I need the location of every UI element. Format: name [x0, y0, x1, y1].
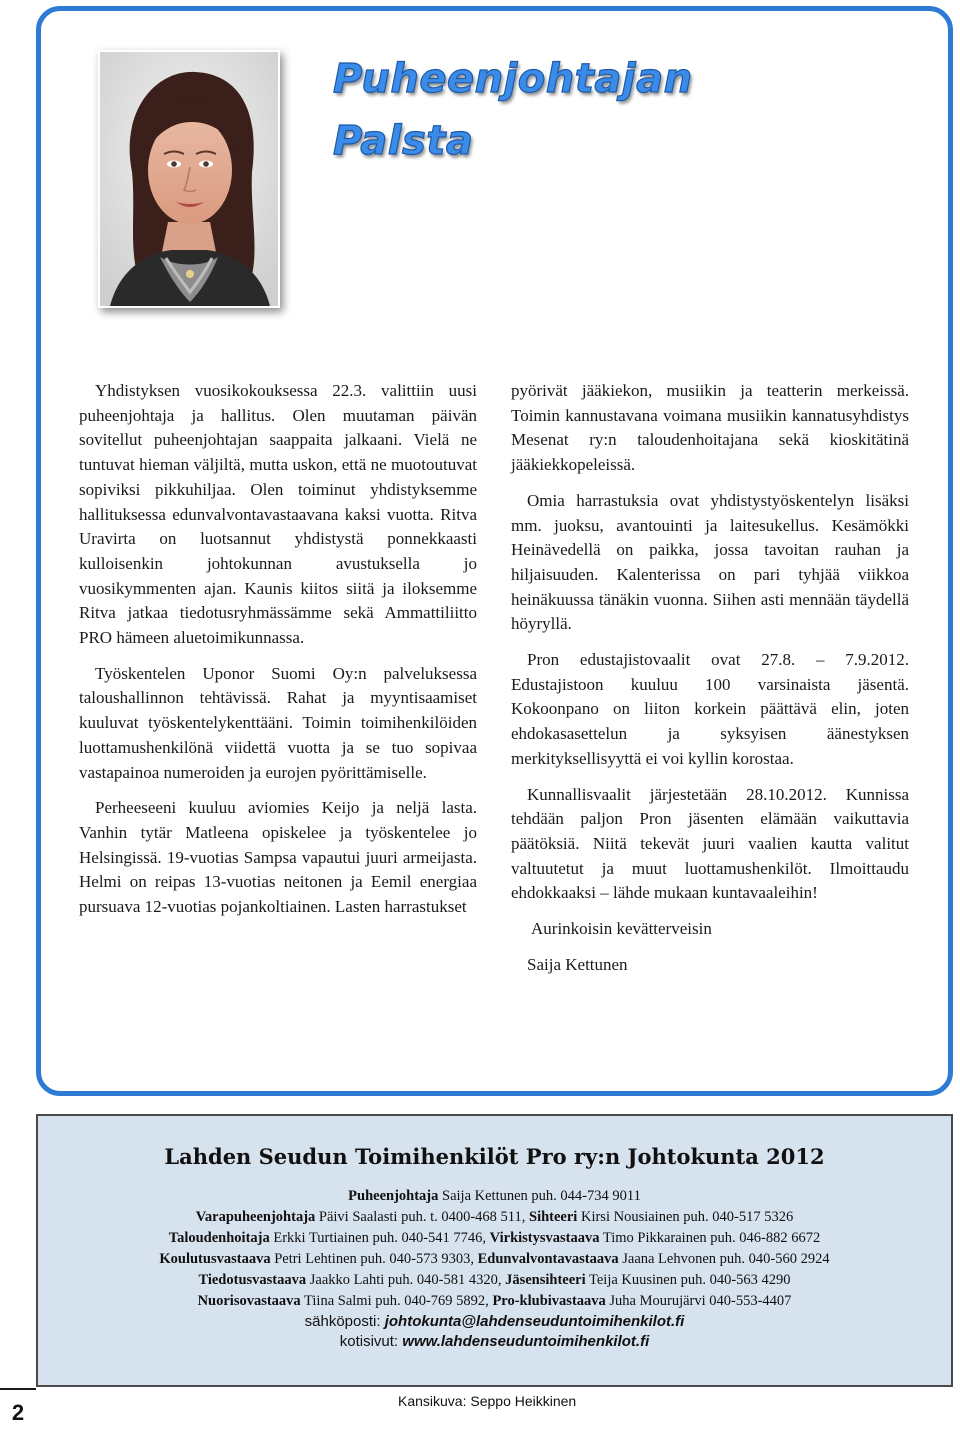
article-paragraph: Pron edustajistovaalit ovat 27.8. – 7.9.2012. Edustajistoon kuuluu 100 varsinaista jäsentä. Kokoonpano on liiton korkein päättävä elin, joten ehdokasasettelun ja syksyisen äänestyksen merkityksellisyyttä ei voi kyllin korostaa.	[511, 650, 909, 768]
board-role: Varapuheenjohtaja	[195, 1209, 316, 1225]
cover-credit: Kansikuva: Seppo Heikkinen	[398, 1393, 577, 1409]
web-label: kotisivut:	[339, 1333, 403, 1350]
title-line-1: Puheenjohtajan	[333, 56, 693, 102]
board-role: Edunvalvontavastaava	[477, 1251, 619, 1267]
board-role: Nuorisovastaava	[197, 1293, 301, 1309]
column-title	[333, 48, 733, 172]
email-link[interactable]: johtokunta@lahdenseuduntoimihenkilot.fi	[384, 1313, 685, 1330]
article-column-left	[79, 379, 477, 931]
board-contact: Petri Lehtinen puh. 040-573 9303,	[270, 1251, 478, 1267]
board-line	[38, 1270, 951, 1291]
board-contact: Kirsi Nousiainen puh. 040-517 5326	[577, 1209, 794, 1225]
article-paragraph: Omia harrastuksia ovat yhdistystyöskentelyn lisäksi mm. juoksu, avantouinti ja laitesukellus. Kesämökki Heinävedellä on paikka, jossa tavoitan rauhan ja hiljaisuuden. Kalenterissa on pari tyhjää viikkoa heinäkuussa tänäkin vuonna. Siihen asti mennään täydellä höyryllä.	[511, 490, 909, 634]
board-contact: Juha Mourujärvi 040-553-4407	[605, 1293, 792, 1309]
article-paragraph: Työskentelen Uponor Suomi Oy:n palveluksessa taloushallinnon tehtävissä. Rahat ja myyntisaamiset kuuluvat työskentelykenttääni. Toimin toimihenkilöiden luottamushenkilönä viidettä vuotta ja se tuo sopivaa vastapainoa numeroiden ja eurojen pyörittämiselle.	[79, 663, 477, 782]
page-number: 2	[0, 1388, 36, 1434]
greeting: Aurinkoisin kevätterveisin	[531, 919, 712, 939]
board-role: Pro-klubivastaava	[492, 1293, 606, 1309]
board-role: Koulutusvastaava	[159, 1251, 271, 1267]
board-role: Virkistysvastaava	[489, 1230, 600, 1246]
board-contact: Teija Kuusinen puh. 040-563 4290	[585, 1272, 791, 1288]
article-paragraph: Yhdistyksen vuosikokouksessa 22.3. valittiin uusi puheenjohtaja ja hallitus. Olen muutaman päivän sovitellut puheenjohtajan saappaita jalkaani. Vielä ne tuntuvat hieman väljiltä, mutta uskon, että ne muotoutuvat sopiviksi pikkuhiljaa. Olen toiminut yhdistyksemme hallituksessa edunvalvontavastaavana kaksi vuotta. Ritva Uravirta on luotsannut yhdistystä ponnekkaasti kulloisenkin johtokunnan avustuksella jo vuosikymmenten ajan. Kaunis kiitos siitä ja iloksemme Ritva jatkaa tiedotusryhmässämme sekä Ammattiliitto PRO hämeen aluetoimikunnassa.	[79, 381, 477, 648]
board-contact: Erkki Turtiainen puh. 040-541 7746,	[269, 1230, 490, 1246]
board-contact: Jaana Lehvonen puh. 040-560 2924	[618, 1251, 830, 1267]
author-photo	[98, 50, 280, 308]
portrait-image	[100, 52, 278, 306]
board-line	[38, 1186, 951, 1207]
article-paragraph: Kunnallisvaalit järjestetään 28.10.2012. Kunnissa tehdään paljon Pron jäsenten elämään vaikuttavia päätöksiä. Niitä tekevät juuri vaalien kautta valitut valtuutetut ja muut luottamushenkilöt. Ilmoittaudu ehdokkaaksi – lähde mukaan kuntavaaleihin!	[511, 784, 909, 903]
web-line	[38, 1332, 951, 1352]
board-line	[38, 1249, 951, 1270]
board-role: Tiedotusvastaava	[198, 1272, 307, 1288]
board-contact: Saija Kettunen puh. 044-734 9011	[438, 1188, 641, 1204]
article-paragraph: pyörivät jääkiekon, musiikin ja teatterin merkeissä. Toimin kannustavana voimana musiikin kannatusyhdistys Mesenat ry:n taloudenhoitajana sekä kioskitätinä jääkiekkopeleissä.	[511, 381, 909, 475]
board-line	[38, 1291, 951, 1312]
board-contact: Jaakko Lahti puh. 040-581 4320,	[306, 1272, 506, 1288]
board-title: Lahden Seudun Toimihenkilöt Pro ry:n Johtokunta 2012	[164, 1144, 825, 1169]
email-line	[38, 1312, 951, 1332]
board-contact: Päivi Saalasti puh. t. 0400-468 511,	[315, 1209, 530, 1225]
website-link[interactable]: www.lahdenseuduntoimihenkilot.fi	[402, 1333, 650, 1350]
portrait-illustration	[100, 52, 278, 306]
board-role: Sihteeri	[529, 1209, 578, 1225]
board-member-list	[38, 1186, 951, 1352]
board-line	[38, 1228, 951, 1249]
board-role: Puheenjohtaja	[348, 1188, 439, 1204]
board-role: Jäsensihteeri	[505, 1272, 586, 1288]
article-column-right	[511, 379, 909, 988]
board-contact: Tiina Salmi puh. 040-769 5892,	[300, 1293, 493, 1309]
article-paragraph: Perheeseeni kuuluu aviomies Keijo ja neljä lasta. Vanhin tytär Matleena opiskelee ja työskentelee jo Helsingissä. 19-vuotias Sampsa vapautui juuri armeijasta. Helmi on reipas 13-vuotias neitonen ja Eemil energiaa pursuava 12-vuotias pojankoltiainen. Lasten harrastukset	[79, 798, 477, 917]
title-line-2: Palsta	[333, 118, 474, 164]
board-role: Taloudenhoitaja	[168, 1230, 270, 1246]
board-contact: Timo Pikkarainen puh. 046-882 6672	[599, 1230, 821, 1246]
signature: Saija Kettunen	[527, 954, 628, 974]
board-line	[38, 1207, 951, 1228]
email-label: sähköposti:	[304, 1313, 385, 1330]
board-info-box	[36, 1114, 953, 1387]
